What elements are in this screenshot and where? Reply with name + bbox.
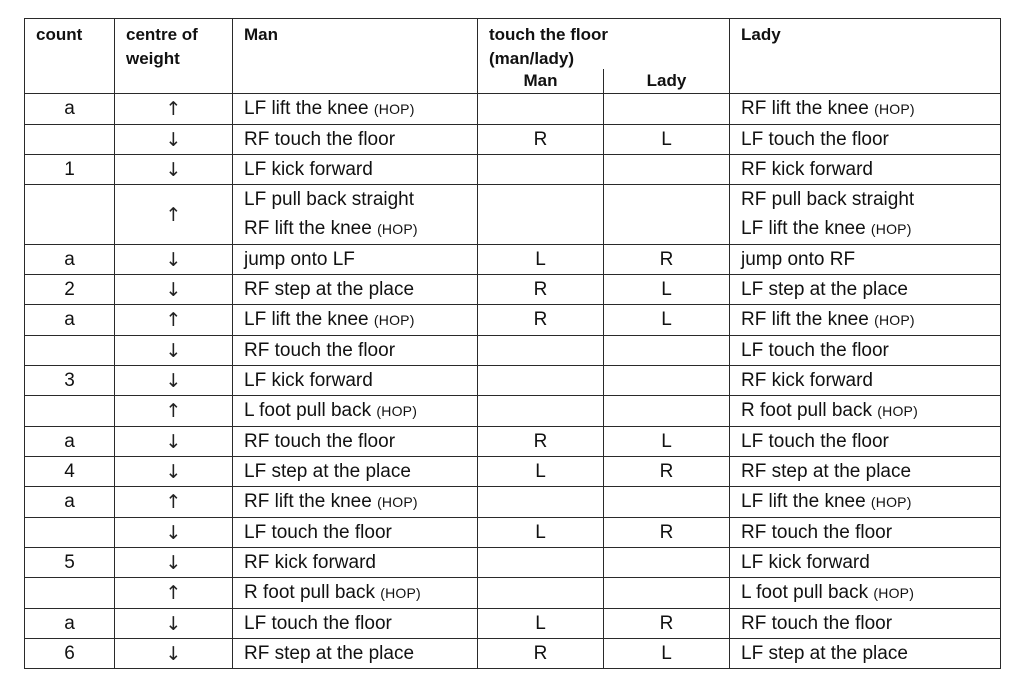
arrow-down-icon: ↓ (165, 460, 182, 483)
man-step-text-line (244, 366, 477, 395)
weight-arrow-cell (115, 275, 233, 305)
man-step-cell (233, 396, 478, 427)
header-count (25, 19, 115, 94)
header-touch-man: Man (478, 69, 604, 93)
table-row (25, 578, 1001, 609)
lady-step-text-line (741, 578, 1000, 608)
table-row (25, 94, 1001, 125)
touch-man-cell (478, 639, 604, 669)
man-step-text: RF step at the place (244, 279, 415, 300)
table-row (25, 366, 1001, 396)
man-step-text-line (244, 457, 477, 486)
lady-step-text-line (741, 245, 1000, 274)
arrow-up-icon: ↑ (165, 309, 182, 331)
touch-lady-cell (604, 245, 730, 275)
touch-man-cell (478, 155, 604, 185)
lady-step-text-line (741, 366, 1000, 395)
man-step-cell (233, 457, 478, 487)
man-step-cell (233, 366, 478, 396)
table-row (25, 548, 1001, 578)
touch-lady-value: R (659, 460, 674, 482)
touch-man-cell (478, 366, 604, 396)
hop-label: (HOP) (373, 312, 415, 328)
lady-step-cell (730, 155, 1001, 185)
man-step-cell (233, 155, 478, 185)
arrow-down-icon: ↓ (165, 642, 182, 665)
man-step-cell (233, 427, 478, 457)
man-step-text: LF touch the floor (244, 613, 392, 634)
man-step-text-line (244, 155, 477, 184)
arrow-down-icon: ↓ (165, 278, 182, 301)
arrow-up-icon: ↑ (165, 491, 182, 513)
weight-arrow-cell (115, 609, 233, 639)
man-step-text-line (244, 639, 477, 668)
touch-man-value: L (535, 460, 546, 482)
touch-lady-cell (604, 518, 730, 548)
count-value: 5 (64, 551, 75, 573)
lady-step-text: RF lift the knee (741, 309, 869, 330)
touch-lady-cell (604, 366, 730, 396)
count-value: 4 (64, 460, 75, 482)
lady-step-text: RF kick forward (741, 370, 873, 391)
arrow-up-icon: ↑ (165, 400, 182, 422)
table-row (25, 427, 1001, 457)
touch-lady-cell (604, 427, 730, 457)
table-row (25, 305, 1001, 336)
weight-arrow-cell (115, 518, 233, 548)
man-step-cell (233, 609, 478, 639)
count-cell (25, 155, 115, 185)
man-step-cell (233, 578, 478, 609)
lady-step-text: RF pull back straight (741, 189, 915, 210)
man-step-cell (233, 487, 478, 518)
count-value: a (64, 309, 75, 330)
man-step-text-line (244, 275, 477, 304)
weight-arrow-cell (115, 578, 233, 609)
count-cell (25, 457, 115, 487)
table-row (25, 518, 1001, 548)
lady-step-text-line (741, 427, 1000, 456)
touch-lady-value: L (661, 642, 672, 664)
count-cell (25, 245, 115, 275)
lady-step-cell (730, 185, 1001, 245)
weight-arrow-cell (115, 245, 233, 275)
lady-step-text: LF touch the floor (741, 340, 889, 361)
count-cell (25, 548, 115, 578)
lady-step-text: LF kick forward (741, 552, 870, 573)
weight-arrow-cell (115, 336, 233, 366)
lady-step-text-line (741, 94, 1000, 124)
touch-lady-cell (604, 94, 730, 125)
man-step-text: jump onto LF (244, 249, 355, 270)
table-row (25, 155, 1001, 185)
header-man-label: Man (244, 25, 278, 44)
table-row (25, 275, 1001, 305)
count-cell (25, 396, 115, 427)
lady-step-cell (730, 366, 1001, 396)
touch-lady-cell (604, 336, 730, 366)
count-value: a (64, 98, 75, 119)
touch-man-value: R (533, 278, 548, 300)
count-cell (25, 125, 115, 155)
arrow-down-icon: ↓ (165, 430, 182, 453)
lady-step-cell (730, 125, 1001, 155)
count-cell (25, 336, 115, 366)
lady-step-text-line (741, 185, 1000, 214)
touch-lady-cell (604, 639, 730, 669)
arrow-down-icon: ↓ (165, 128, 182, 151)
man-step-text: LF kick forward (244, 159, 373, 180)
count-cell (25, 578, 115, 609)
table-row (25, 396, 1001, 427)
count-value: a (64, 430, 75, 452)
hop-label: (HOP) (870, 494, 912, 510)
touch-lady-value: L (661, 430, 672, 452)
touch-lady-value: L (661, 278, 672, 300)
table-header-row (25, 19, 1001, 94)
lady-step-text: RF lift the knee (741, 98, 869, 119)
touch-man-cell (478, 185, 604, 245)
touch-man-cell (478, 336, 604, 366)
lady-step-text: R foot pull back (741, 400, 872, 421)
count-value: 2 (64, 278, 75, 300)
arrow-down-icon: ↓ (165, 248, 182, 271)
man-step-text: RF touch the floor (244, 129, 396, 150)
table-row (25, 609, 1001, 639)
touch-man-cell (478, 518, 604, 548)
touch-man-cell (478, 427, 604, 457)
lady-step-cell (730, 578, 1001, 609)
man-step-text: LF step at the place (244, 461, 411, 482)
count-value: a (64, 491, 75, 512)
hop-label: (HOP) (870, 221, 912, 237)
man-step-text-line (244, 548, 477, 577)
arrow-up-icon: ↑ (165, 582, 182, 604)
man-step-text: RF kick forward (244, 552, 376, 573)
hop-label: (HOP) (377, 494, 418, 510)
man-step-text: RF touch the floor (244, 431, 396, 452)
weight-arrow-cell (115, 155, 233, 185)
hop-label: (HOP) (380, 585, 421, 601)
lady-step-cell (730, 396, 1001, 427)
man-step-cell (233, 94, 478, 125)
man-step-cell (233, 125, 478, 155)
lady-step-text: LF lift the knee (741, 218, 866, 239)
header-touch-lady: Lady (646, 71, 687, 90)
weight-arrow-cell (115, 94, 233, 125)
touch-lady-value: L (661, 309, 672, 330)
count-cell (25, 94, 115, 125)
lady-step-cell (730, 94, 1001, 125)
man-step-text: RF lift the knee (244, 218, 372, 239)
lady-step-text-line (741, 396, 1000, 426)
touch-lady-cell (604, 275, 730, 305)
hop-label: (HOP) (874, 101, 915, 117)
lady-step-cell (730, 427, 1001, 457)
touch-man-cell (478, 578, 604, 609)
count-cell (25, 609, 115, 639)
weight-arrow-cell (115, 305, 233, 336)
man-step-text-line (244, 578, 477, 608)
header-man (233, 19, 478, 94)
man-step-cell (233, 275, 478, 305)
count-cell (25, 518, 115, 548)
lady-step-text: LF lift the knee (741, 491, 866, 512)
man-step-text: LF touch the floor (244, 522, 392, 543)
lady-step-text: LF touch the floor (741, 431, 889, 452)
touch-title (478, 19, 729, 69)
arrow-up-icon: ↑ (165, 203, 182, 226)
arrow-down-icon: ↓ (165, 158, 182, 181)
lady-step-cell (730, 518, 1001, 548)
man-step-cell (233, 305, 478, 336)
table-row (25, 457, 1001, 487)
touch-lady-cell (604, 487, 730, 518)
touch-man-value: L (535, 521, 546, 543)
lady-step-text: RF touch the floor (741, 522, 893, 543)
lady-step-text: LF step at the place (741, 279, 908, 300)
man-step-cell (233, 245, 478, 275)
lady-step-text-line (741, 457, 1000, 486)
man-step-text: LF lift the knee (244, 309, 369, 330)
man-step-text-line (244, 305, 477, 335)
man-step-text-line (244, 336, 477, 365)
touch-man-value: R (533, 128, 548, 150)
man-step-text: RF lift the knee (244, 491, 372, 512)
lady-step-cell (730, 336, 1001, 366)
man-step-text: L foot pull back (244, 400, 372, 421)
touch-lady-value: R (659, 248, 674, 270)
lady-step-text: L foot pull back (741, 582, 869, 603)
dance-steps-table (24, 18, 1001, 669)
lady-step-text-line (741, 305, 1000, 335)
lady-step-text-line (741, 214, 1000, 244)
touch-lady-cell (604, 609, 730, 639)
man-step-text-line (244, 609, 477, 638)
header-touch-line1: touch the floor (489, 25, 608, 44)
table-row (25, 245, 1001, 275)
man-step-text: RF touch the floor (244, 340, 396, 361)
count-cell (25, 366, 115, 396)
lady-step-cell (730, 305, 1001, 336)
hop-label: (HOP) (377, 221, 418, 237)
man-step-text-line (244, 427, 477, 456)
man-step-text: RF step at the place (244, 643, 415, 664)
touch-man-value: R (533, 642, 548, 664)
weight-arrow-cell (115, 366, 233, 396)
lady-step-text-line (741, 125, 1000, 154)
lady-step-text: RF touch the floor (741, 613, 893, 634)
lady-step-text-line (741, 548, 1000, 577)
man-step-cell (233, 548, 478, 578)
count-cell (25, 305, 115, 336)
header-touch-line2: (man/lady) (489, 49, 575, 68)
lady-step-text-line (741, 275, 1000, 304)
lady-step-cell (730, 487, 1001, 518)
header-lady (730, 19, 1001, 94)
header-touch-the-floor (478, 19, 730, 94)
touch-lady-cell (604, 578, 730, 609)
touch-man-value: R (533, 430, 548, 452)
header-lady-label: Lady (741, 25, 781, 44)
lady-step-cell (730, 275, 1001, 305)
header-count-label: count (36, 25, 83, 44)
hop-label: (HOP) (874, 312, 915, 328)
lady-step-text: LF step at the place (741, 643, 908, 664)
header-centre-line1: centre of (126, 25, 198, 44)
man-step-text: LF kick forward (244, 370, 373, 391)
lady-step-text-line (741, 609, 1000, 638)
arrow-down-icon: ↓ (165, 551, 182, 574)
touch-lady-cell (604, 396, 730, 427)
weight-arrow-cell (115, 125, 233, 155)
man-step-text: LF pull back straight (244, 189, 415, 210)
touch-lady-cell (604, 457, 730, 487)
count-value: a (64, 612, 75, 634)
lady-step-text: LF touch the floor (741, 129, 889, 150)
lady-step-text: RF kick forward (741, 159, 873, 180)
weight-arrow-cell (115, 639, 233, 669)
touch-man-cell (478, 94, 604, 125)
man-step-cell (233, 185, 478, 245)
touch-man-cell (478, 487, 604, 518)
touch-lady-cell (604, 155, 730, 185)
count-cell (25, 275, 115, 305)
touch-man-cell (478, 457, 604, 487)
arrow-up-icon: ↑ (165, 98, 182, 120)
count-cell (25, 185, 115, 245)
lady-step-text-line (741, 155, 1000, 184)
lady-step-cell (730, 245, 1001, 275)
lady-step-text-line (741, 518, 1000, 547)
touch-man-cell (478, 609, 604, 639)
header-centre-line2: weight (126, 49, 180, 68)
touch-lady-value: L (661, 128, 672, 150)
table-row (25, 185, 1001, 245)
lady-step-text-line (741, 487, 1000, 517)
hop-label: (HOP) (873, 585, 915, 601)
touch-man-cell (478, 275, 604, 305)
man-step-text-line (244, 396, 477, 426)
count-value: 6 (64, 642, 75, 664)
count-value: a (64, 248, 75, 270)
count-cell (25, 487, 115, 518)
weight-arrow-cell (115, 548, 233, 578)
touch-man-value: L (535, 248, 546, 270)
touch-man-cell (478, 548, 604, 578)
weight-arrow-cell (115, 487, 233, 518)
arrow-down-icon: ↓ (165, 612, 182, 635)
table-row (25, 639, 1001, 669)
lady-step-text: RF step at the place (741, 461, 912, 482)
man-step-cell (233, 518, 478, 548)
header-centre-of-weight (115, 19, 233, 94)
touch-man-cell (478, 125, 604, 155)
man-step-text: R foot pull back (244, 582, 375, 603)
lady-step-cell (730, 548, 1001, 578)
man-step-text-line (244, 518, 477, 547)
touch-man-cell (478, 245, 604, 275)
lady-step-text: jump onto RF (741, 249, 856, 270)
table-row (25, 125, 1001, 155)
count-cell (25, 427, 115, 457)
hop-label: (HOP) (373, 101, 415, 117)
man-step-text-line (244, 94, 477, 124)
lady-step-cell (730, 609, 1001, 639)
touch-lady-cell (604, 125, 730, 155)
touch-lady-cell (604, 185, 730, 245)
touch-man-cell (478, 396, 604, 427)
touch-lady-cell (604, 305, 730, 336)
touch-subheaders (478, 69, 729, 93)
weight-arrow-cell (115, 396, 233, 427)
count-value: 1 (64, 158, 75, 180)
man-step-text-line (244, 125, 477, 154)
lady-step-text-line (741, 336, 1000, 365)
table-row (25, 336, 1001, 366)
touch-man-value: R (533, 309, 548, 330)
weight-arrow-cell (115, 427, 233, 457)
arrow-down-icon: ↓ (165, 369, 182, 392)
lady-step-cell (730, 457, 1001, 487)
lady-step-text-line (741, 639, 1000, 668)
count-cell (25, 639, 115, 669)
man-step-text-line (244, 214, 477, 244)
touch-lady-value: R (659, 612, 674, 634)
table-row (25, 487, 1001, 518)
hop-label: (HOP) (877, 403, 918, 419)
man-step-cell (233, 639, 478, 669)
count-value: 3 (64, 369, 75, 391)
lady-step-cell (730, 639, 1001, 669)
hop-label: (HOP) (376, 403, 418, 419)
man-step-text-line (244, 487, 477, 517)
man-step-text: LF lift the knee (244, 98, 369, 119)
man-step-cell (233, 336, 478, 366)
touch-lady-cell (604, 548, 730, 578)
man-step-text-line (244, 185, 477, 214)
touch-man-cell (478, 305, 604, 336)
weight-arrow-cell (115, 457, 233, 487)
touch-lady-value: R (659, 521, 674, 543)
weight-arrow-cell (115, 185, 233, 245)
arrow-down-icon: ↓ (165, 339, 182, 362)
arrow-down-icon: ↓ (165, 521, 182, 544)
touch-man-value: L (535, 612, 546, 634)
man-step-text-line (244, 245, 477, 274)
